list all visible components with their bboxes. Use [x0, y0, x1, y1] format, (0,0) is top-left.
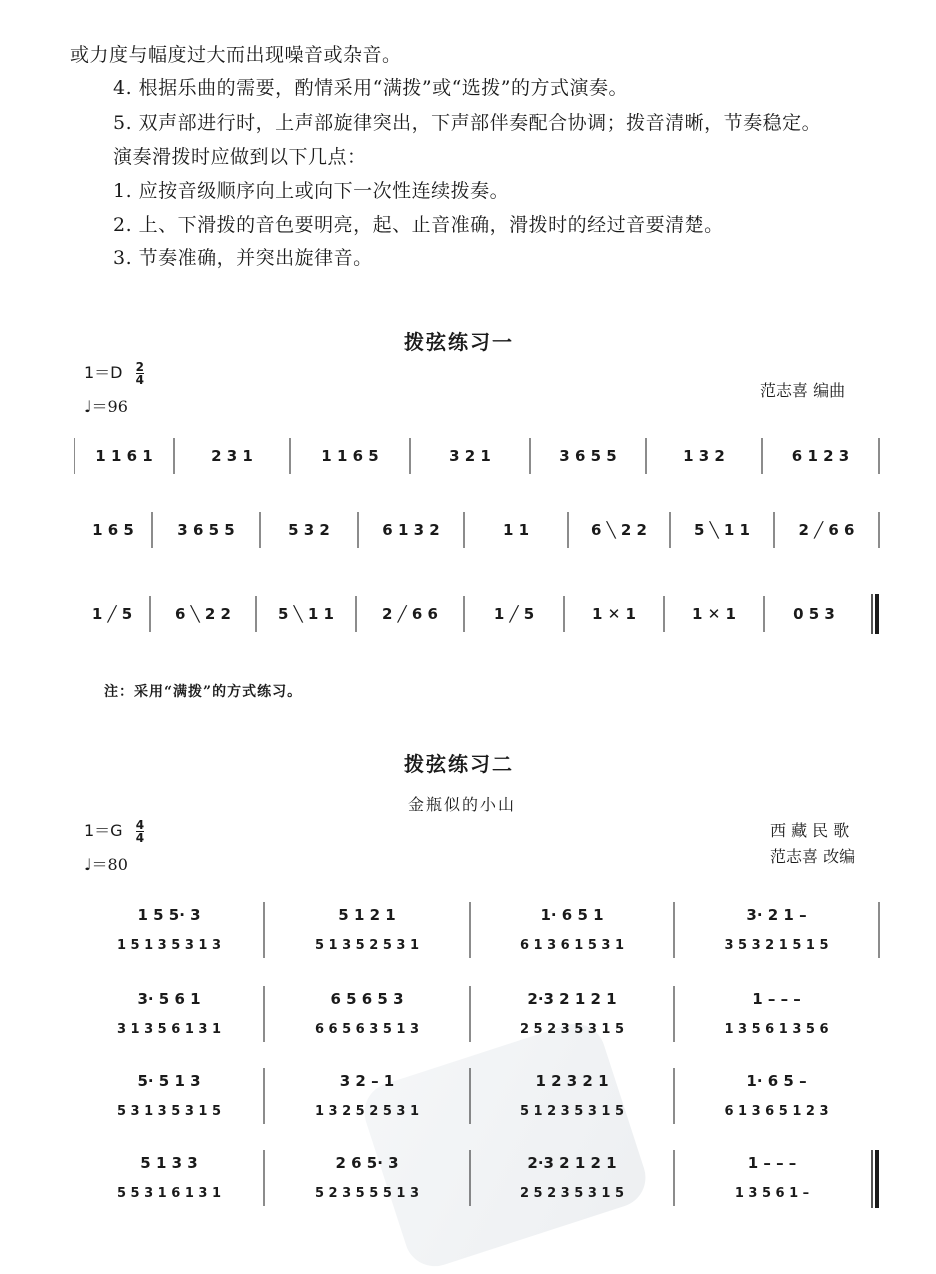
- ex2-r2-lower-m1: 3 1 3 5 6 1 3 1: [116, 1021, 222, 1037]
- ex1-r3-m7: 1 ✕ 1: [692, 605, 736, 623]
- ex2-r3-upper-m4: 1· 6 5 –: [746, 1072, 807, 1090]
- ex2-r2-upper-m4: 1 – – –: [752, 990, 801, 1008]
- ex2-r2-lower-m4: 1 3 5 6 1 3 5 6: [724, 1021, 829, 1037]
- text-line-5: 1. 应按音级顺序向上或向下一次性连续拨奏。: [113, 180, 510, 202]
- ex2-key-signature: [84, 818, 144, 844]
- ex2-r4-lower-m3: 2 5 2 3 5 3 1 5: [519, 1185, 625, 1201]
- ex1-r1-m5: 3 6 5 5: [559, 447, 617, 465]
- ex2-r1-lower-m2: 5 1 3 5 2 5 3 1: [314, 937, 420, 953]
- ex2-tempo: ♩＝80: [84, 855, 128, 874]
- ex2-r3-lower-m3: 5 1 2 3 5 3 1 5: [519, 1103, 625, 1119]
- ex1-key-signature: [84, 360, 144, 386]
- ex1-r3-m8: 0 5 3: [793, 605, 835, 623]
- ex2-r2-lower-m3: 2 5 2 3 5 3 1 5: [519, 1021, 625, 1037]
- ex1-r2-m3: 5 3 2: [288, 521, 330, 539]
- ex1-r1-m6: 1 3 2: [683, 447, 725, 465]
- ex1-r1-m7: 6 1 2 3: [791, 447, 850, 465]
- ex2-origin: 西 藏 民 歌: [770, 821, 850, 840]
- ex1-staff-row-3: [74, 594, 880, 634]
- ex2-staff-row-3: [74, 1068, 880, 1126]
- ex2-r4-lower-m4: 1 3 5 6 1 –: [734, 1185, 810, 1201]
- ex2-arranger: 范志喜 改编: [770, 847, 856, 866]
- ex2-ts-num: 4: [135, 818, 145, 832]
- ex2-r1-upper-m1: 1 5 5· 3: [137, 906, 201, 924]
- ex2-r4-upper-m2: 2 6 5· 3: [335, 1154, 399, 1172]
- ex1-r2-m2: 3 6 5 5: [177, 521, 235, 539]
- ex1-r1-m2: 2 3 1: [211, 447, 253, 465]
- ex2-title: 拨弦练习二: [404, 752, 514, 776]
- ex2-r1-lower-m4: 3 5 3 2 1 5 1 5: [724, 937, 829, 953]
- ex1-key: 1＝D: [84, 363, 123, 382]
- ex2-r3-upper-m2: 3 2 – 1: [339, 1072, 395, 1090]
- ex2-r4-upper-m3: 2·3 2 1 2 1: [527, 1154, 617, 1172]
- ex1-time-signature: [136, 361, 144, 386]
- ex2-staff-row-2: [74, 986, 880, 1044]
- ex2-r1-upper-m3: 1· 6 5 1: [540, 906, 604, 924]
- ex2-r3-lower-m4: 6 1 3 6 5 1 2 3: [724, 1103, 829, 1119]
- ex2-r2-upper-m2: 6 5 6 5 3: [330, 990, 404, 1008]
- ex1-r2-m5: 1 1: [502, 521, 530, 539]
- ex2-r4-lower-m1: 5 5 3 1 6 1 3 1: [116, 1185, 222, 1201]
- ex1-r2-m1: 1 6 5: [92, 521, 134, 539]
- ex1-r1-m1: 1 1 6 1: [95, 447, 153, 465]
- text-line-3: 5. 双声部进行时，上声部旋律突出，下声部伴奏配合协调；拨音清晰，节奏稳定。: [113, 112, 822, 134]
- ex1-r3-m6: 1 ✕ 1: [592, 605, 636, 623]
- ex2-r2-upper-m3: 2·3 2 1 2 1: [527, 990, 617, 1008]
- ex1-r2-m8: 2 ╱ 6 6: [798, 521, 855, 539]
- ex1-r3-m3: 5 ╲ 1 1: [277, 605, 334, 623]
- ex1-note: 注：采用“满拨”的方式练习。: [104, 684, 303, 700]
- ex1-r1-m4: 3 2 1: [449, 447, 491, 465]
- ex2-r3-upper-m3: 1 2 3 2 1: [535, 1072, 609, 1090]
- text-line-4: 演奏滑拨时应做到以下几点：: [113, 146, 367, 168]
- ex1-r2-m6: 6 ╲ 2 2: [590, 521, 647, 539]
- ex2-r4-upper-m1: 5 1 3 3: [140, 1154, 198, 1172]
- ex1-composer: 范志喜 编曲: [760, 381, 846, 400]
- ex2-r3-lower-m2: 1 3 2 5 2 5 3 1: [314, 1103, 420, 1119]
- ex2-staff-row-4: [74, 1150, 880, 1208]
- ex2-time-signature: [136, 819, 144, 844]
- text-line-1: 或力度与幅度过大而出现噪音或杂音。: [70, 44, 402, 66]
- watermark: [357, 1016, 653, 1274]
- ex1-tempo: ♩＝96: [84, 397, 128, 416]
- ex2-r1-lower-m1: 1 5 1 3 5 3 1 3: [116, 937, 222, 953]
- ex1-r2-m7: 5 ╲ 1 1: [693, 521, 750, 539]
- ex1-r3-m2: 6 ╲ 2 2: [174, 605, 231, 623]
- ex2-r4-lower-m2: 5 2 3 5 5 5 1 3: [314, 1185, 420, 1201]
- ex2-r3-upper-m1: 5· 5 1 3: [137, 1072, 201, 1090]
- ex2-r1-lower-m3: 6 1 3 6 1 5 3 1: [519, 937, 625, 953]
- ex1-r3-m5: 1 ╱ 5: [493, 605, 535, 623]
- ex2-key: 1＝G: [84, 821, 123, 840]
- ex1-title: 拨弦练习一: [404, 330, 514, 354]
- ex2-ts-den: 4: [135, 831, 145, 845]
- ex1-r3-m4: 2 ╱ 6 6: [381, 605, 438, 623]
- ex2-r3-lower-m1: 5 3 1 3 5 3 1 5: [116, 1103, 222, 1119]
- ex2-subtitle: 金瓶似的小山: [408, 795, 517, 814]
- ex1-ts-num: 2: [135, 360, 144, 374]
- ex2-r4-upper-m4: 1 – – –: [747, 1154, 797, 1172]
- ex2-staff-row-1: [74, 902, 880, 960]
- ex1-r1-m3: 1 1 6 5: [321, 447, 379, 465]
- text-line-2: 4. 根据乐曲的需要，酌情采用“满拨”或“选拨”的方式演奏。: [113, 77, 629, 99]
- ex1-staff-row-2: [74, 510, 880, 550]
- ex1-r2-m4: 6 1 3 2: [382, 521, 440, 539]
- ex2-r2-upper-m1: 3· 5 6 1: [137, 990, 201, 1008]
- ex1-ts-den: 4: [135, 373, 144, 387]
- ex2-r2-lower-m2: 6 6 5 6 3 5 1 3: [314, 1021, 420, 1037]
- ex1-staff-row-1: [74, 436, 880, 476]
- ex2-r1-upper-m4: 3· 2 1 –: [746, 906, 807, 924]
- text-line-6: 2. 上、下滑拨的音色要明亮，起、止音准确，滑拨时的经过音要清楚。: [113, 214, 724, 236]
- text-line-7: 3. 节奏准确，并突出旋律音。: [113, 247, 373, 269]
- ex1-r3-m1: 1 ╱ 5: [91, 605, 133, 623]
- ex2-r1-upper-m2: 5 1 2 1: [338, 906, 396, 924]
